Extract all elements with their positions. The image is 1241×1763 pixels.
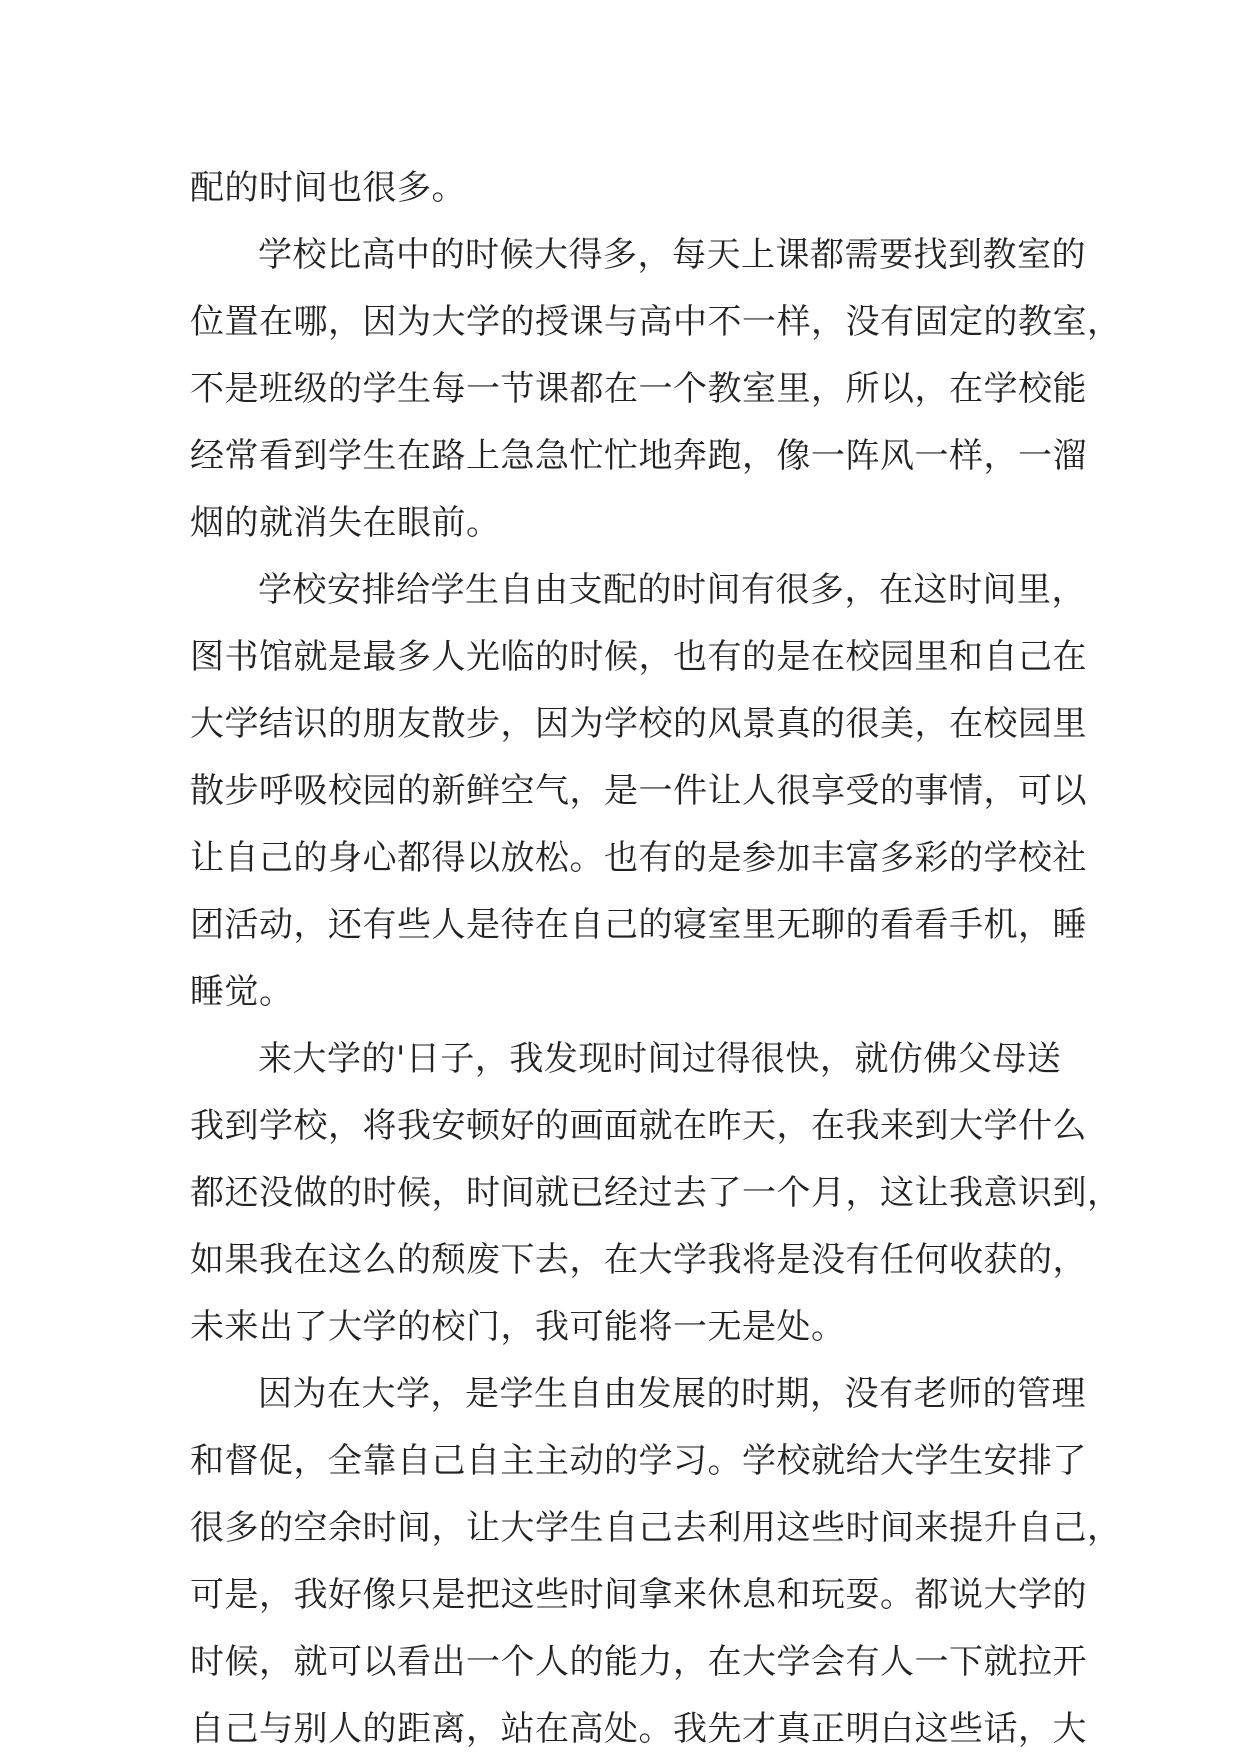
text-line: 让自己的身心都得以放松。也有的是参加丰富多彩的学校社 bbox=[190, 838, 1087, 878]
paragraph-continuation bbox=[190, 155, 1050, 222]
text-line: 烟的就消失在眼前。 bbox=[190, 503, 501, 543]
paragraph-free-time bbox=[190, 557, 1087, 1026]
text-line: 很多的空余时间，让大学生自己去利用这些时间来提升自己， bbox=[190, 1508, 1122, 1548]
text-line: 散步呼吸校园的新鲜空气，是一件让人很享受的事情，可以 bbox=[190, 771, 1087, 811]
text-line: 和督促，全靠自己自主主动的学习。学校就给大学生安排了 bbox=[190, 1441, 1087, 1481]
text-line: 未来出了大学的校门，我可能将一无是处。 bbox=[190, 1307, 846, 1347]
text-line: 配的时间也很多。 bbox=[190, 168, 466, 208]
text-line: 学校安排给学生自由支配的时间有很多，在这时间里， bbox=[258, 570, 1086, 610]
text-line: 我到学校，将我安顿好的画面就在昨天，在我来到大学什么 bbox=[190, 1106, 1087, 1146]
body-text bbox=[190, 155, 1122, 1763]
text-line: 可是，我好像只是把这些时间拿来休息和玩耍。都说大学的 bbox=[190, 1575, 1087, 1615]
text-line: 位置在哪，因为大学的授课与高中不一样，没有固定的教室， bbox=[190, 302, 1122, 342]
text-line: 不是班级的学生每一节课都在一个教室里，所以，在学校能 bbox=[190, 369, 1087, 409]
text-line: 来大学的'日子，我发现时间过得很快，就仿佛父母送 bbox=[258, 1039, 1062, 1079]
text-line: 图书馆就是最多人光临的时候，也有的是在校园里和自己在 bbox=[190, 637, 1087, 677]
text-line: 学校比高中的时候大得多，每天上课都需要找到教室的 bbox=[258, 235, 1086, 275]
text-line: 因为在大学，是学生自由发展的时期，没有老师的管理 bbox=[258, 1374, 1086, 1414]
text-line: 睡觉。 bbox=[190, 972, 294, 1012]
text-line: 如果我在这么的颓废下去，在大学我将是没有任何收获的， bbox=[190, 1240, 1087, 1280]
text-line: 大学结识的朋友散步，因为学校的风景真的很美，在校园里 bbox=[190, 704, 1087, 744]
text-line: 都还没做的时候，时间就已经过去了一个月，这让我意识到， bbox=[190, 1173, 1122, 1213]
text-line: 团活动，还有些人是待在自己的寝室里无聊的看看手机，睡 bbox=[190, 905, 1087, 945]
text-line: 经常看到学生在路上急急忙忙地奔跑，像一阵风一样，一溜 bbox=[190, 436, 1087, 476]
paragraph-campus-size bbox=[190, 222, 1122, 557]
paragraph-time-flies bbox=[190, 1026, 1122, 1361]
text-line: 时候，就可以看出一个人的能力，在大学会有人一下就拉开 bbox=[190, 1642, 1087, 1682]
paragraph-self-development bbox=[190, 1361, 1122, 1763]
text-line: 自己与别人的距离，站在高处。我先才真正明白这些话，大 bbox=[190, 1709, 1087, 1749]
